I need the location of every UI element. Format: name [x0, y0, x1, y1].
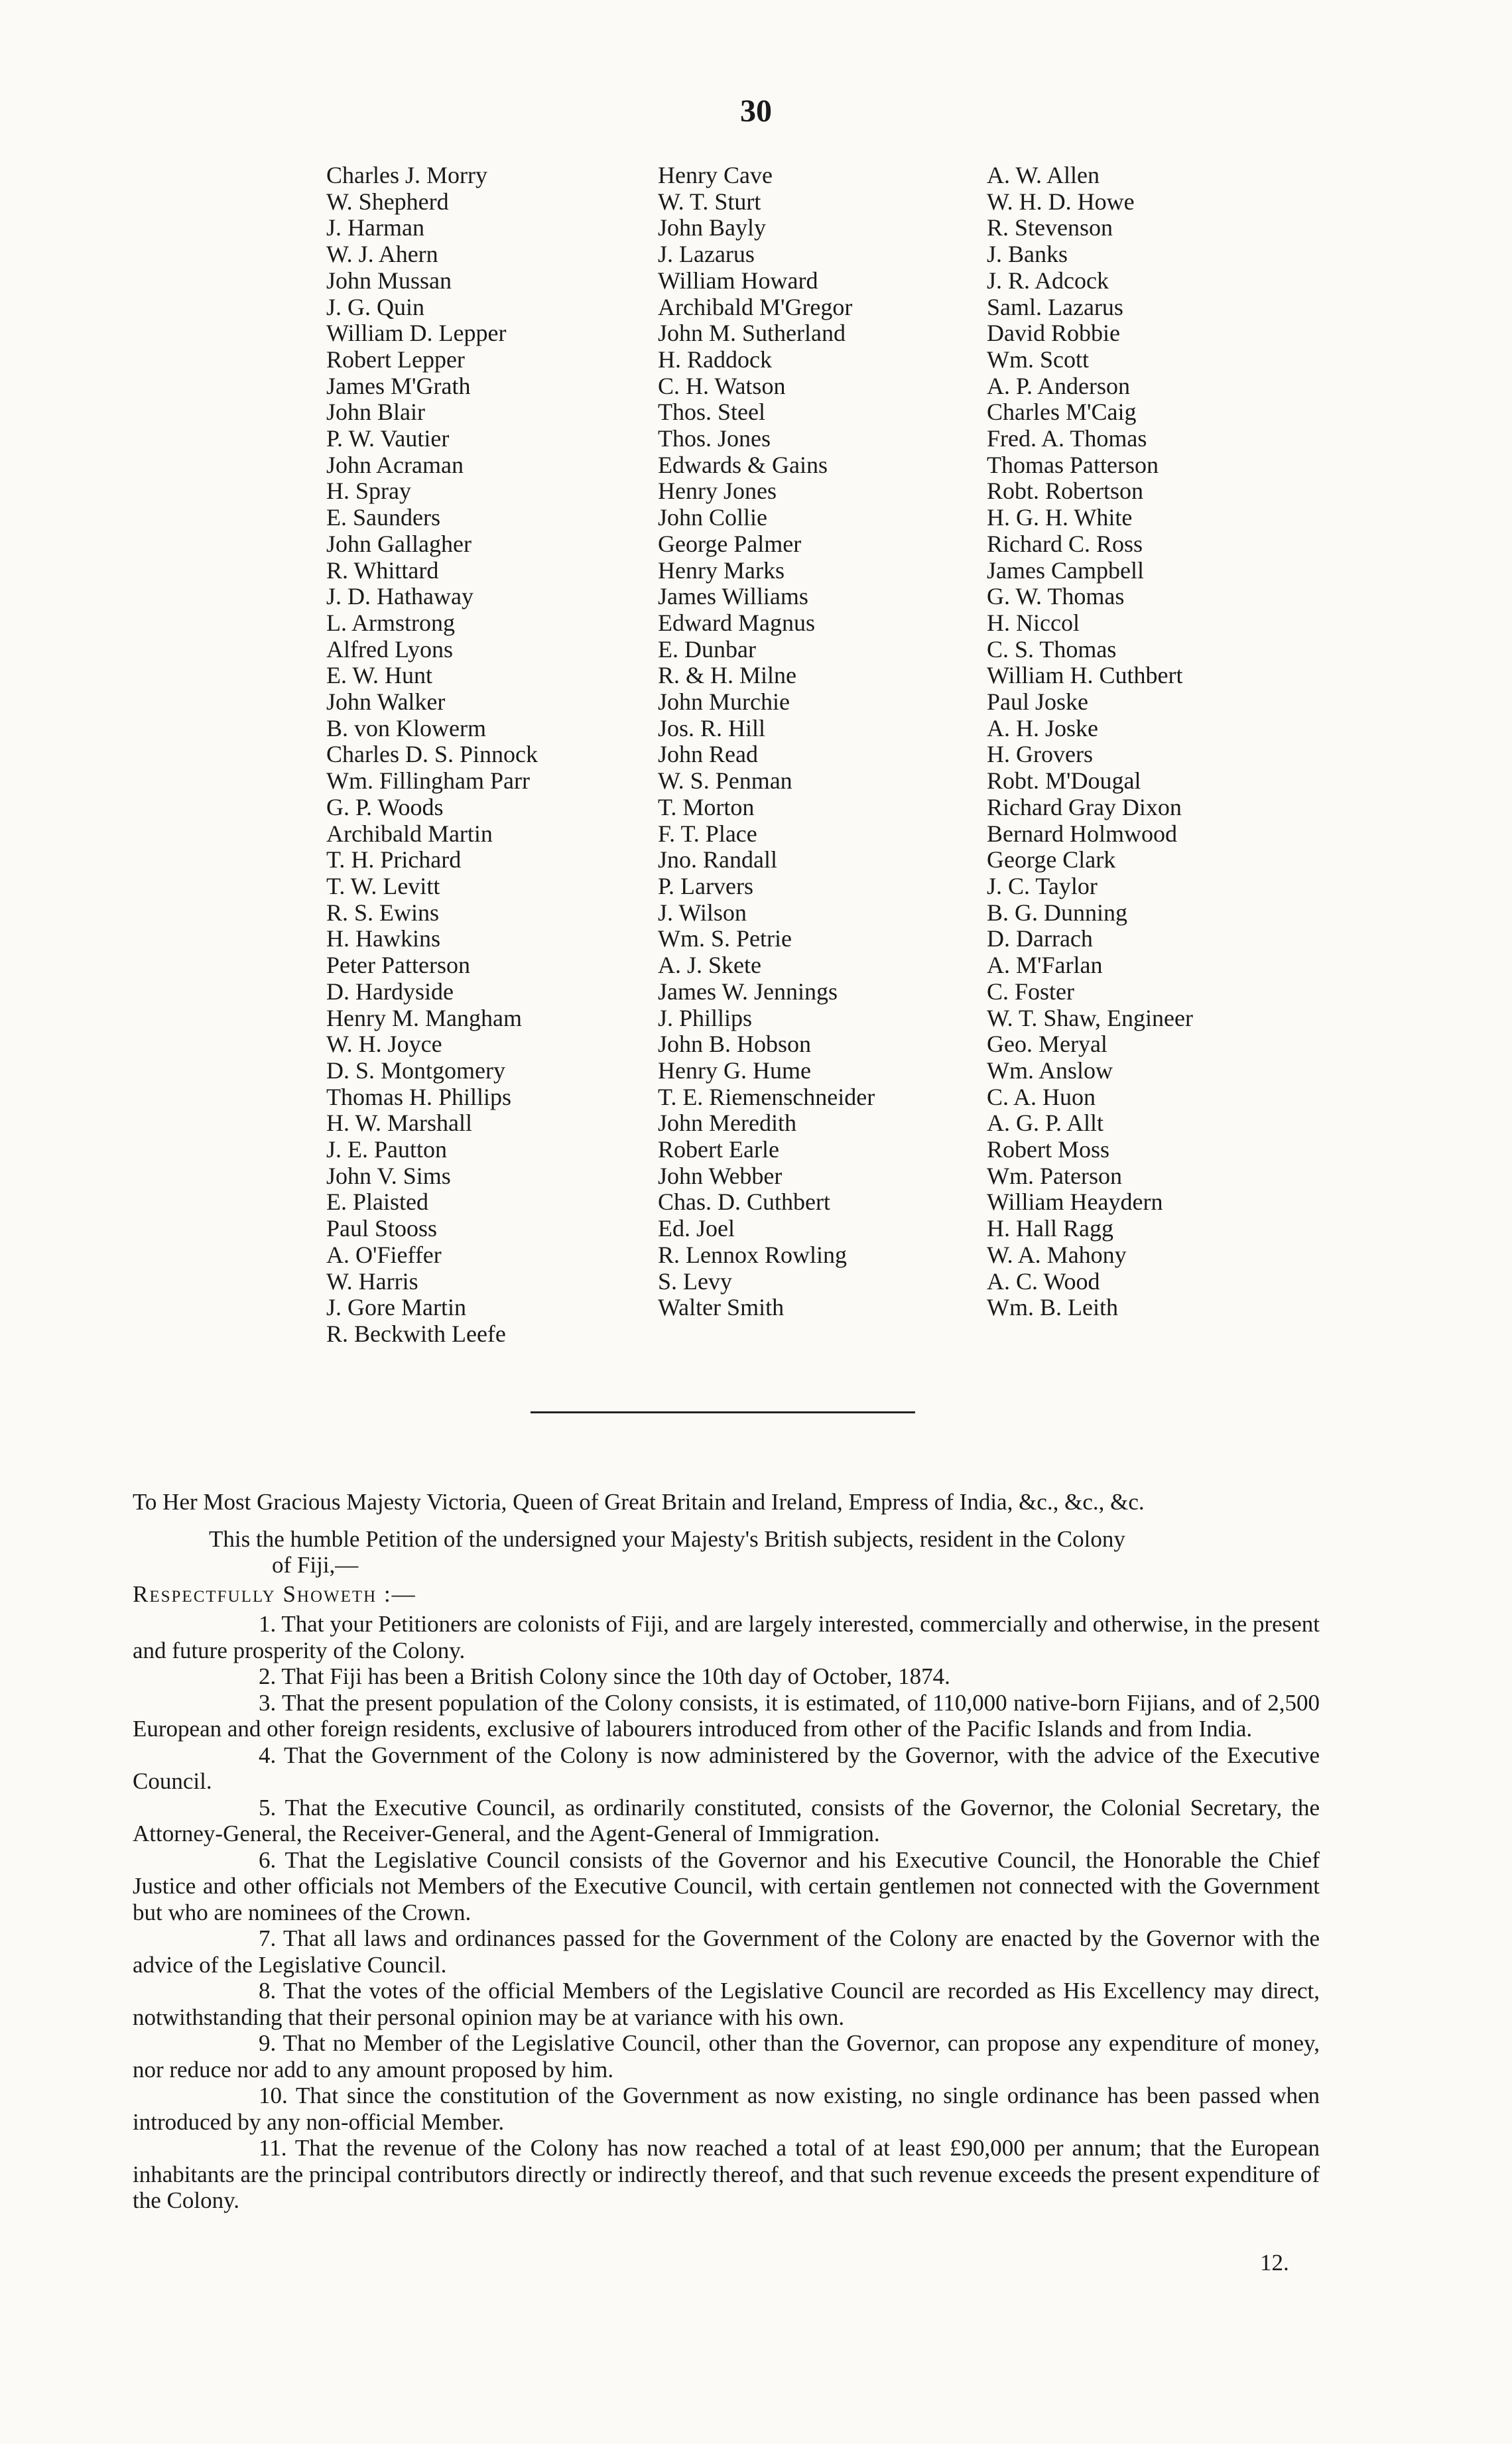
signatory-name: R. & H. Milne — [658, 662, 797, 689]
signatory-name: John M. Sutherland — [658, 320, 846, 347]
signatory-name: Richard C. Ross — [987, 530, 1143, 557]
petition-paragraph: 11. That the revenue of the Colony has now reached a total of at least £90,000 per annum; that the European inhabitants are the principal contributors directly or indirectly thereof, and that such revenue exceeds the present expenditure of the Colony. — [133, 2135, 1320, 2213]
signatory-name: Robert Earle — [658, 1136, 779, 1163]
signatory-name: John Read — [658, 741, 758, 768]
signature-column-3 — [987, 162, 1193, 1321]
signatory-name: Thos. Steel — [658, 399, 765, 426]
signatory-name: A. C. Wood — [987, 1267, 1100, 1295]
signatory-name: H. Hall Ragg — [987, 1215, 1113, 1242]
page-number: 30 — [740, 94, 772, 129]
signatory-name: Ed. Joel — [658, 1215, 735, 1242]
signatory-name: E. Plaisted — [326, 1189, 428, 1216]
signatory-name: W. S. Penman — [658, 767, 792, 795]
signatory-name: J. Lazarus — [658, 241, 755, 268]
signatory-name: D. S. Montgomery — [326, 1057, 505, 1084]
petition-text — [133, 1489, 1320, 2214]
signatory-name: E. Dunbar — [658, 635, 756, 663]
signatory-name: W. H. Joyce — [326, 1031, 442, 1058]
signatory-name: J. R. Adcock — [987, 267, 1109, 294]
signatory-name: J. C. Taylor — [987, 872, 1098, 899]
signatory-name: William Howard — [658, 267, 818, 294]
signatory-name: A. H. Joske — [987, 714, 1098, 741]
signatory-name: Charles M'Caig — [987, 399, 1137, 426]
signatory-name: T. Morton — [658, 793, 755, 820]
signatory-name: John B. Hobson — [658, 1031, 812, 1058]
signatory-name: J. Phillips — [658, 1004, 753, 1031]
signatory-name: E. W. Hunt — [326, 662, 433, 689]
signatory-name: A. J. Skete — [658, 952, 761, 979]
signatory-name: W. Shepherd — [326, 188, 449, 215]
signatory-name: Charles D. S. Pinnock — [326, 741, 538, 768]
signatory-name: A. G. P. Allt — [987, 1110, 1104, 1137]
signatory-name: Edwards & Gains — [658, 451, 828, 478]
signatory-name: James M'Grath — [326, 372, 471, 399]
signatory-name: J. G. Quin — [326, 293, 425, 320]
signatory-name: David Robbie — [987, 320, 1120, 347]
signatory-name: Wm. Anslow — [987, 1057, 1113, 1084]
petition-intro — [133, 1526, 1320, 1578]
signatory-name: A. P. Anderson — [987, 372, 1131, 399]
petition-paragraph: 7. That all laws and ordinances passed for the Government of the Colony are enacted by the Governor with the advice of the Legislative Council. — [133, 1925, 1320, 1978]
signatory-name: T. E. Riemenschneider — [658, 1083, 875, 1110]
signatory-name: W. T. Shaw, Engineer — [987, 1004, 1193, 1031]
petition-paragraph: 3. That the present population of the Colony consists, it is estimated, of 110,000 native-born Fijians, and of 2,500 European and other foreign residents, exclusive of labourers introduced from other of the Pacific Islands and from India. — [133, 1689, 1320, 1742]
signatory-name: Jos. R. Hill — [658, 714, 766, 741]
signatory-name: John Gallagher — [326, 530, 472, 557]
signatory-name: J. D. Hathaway — [326, 583, 473, 610]
signatory-name: Henry Marks — [658, 556, 785, 584]
signature-column-2 — [658, 162, 875, 1321]
signatory-name: Thomas H. Phillips — [326, 1083, 512, 1110]
signatory-name: R. Whittard — [326, 556, 439, 584]
signatory-name: A. O'Fieffer — [326, 1241, 442, 1268]
signatory-name: J. Harman — [326, 214, 424, 241]
signatory-name: John Blair — [326, 399, 425, 426]
signatory-name: A. M'Farlan — [987, 952, 1103, 979]
signatory-name: William Heaydern — [987, 1189, 1163, 1216]
signatory-name: Henry Jones — [658, 478, 777, 505]
petition-paragraph: 1. That your Petitioners are colonists of Fiji, and are largely interested, commercially and otherwise, in the present and future prosperity of the Colony. — [133, 1611, 1320, 1663]
signatory-name: Walter Smith — [658, 1294, 785, 1321]
petition-intro-line-2: of Fiji,— — [272, 1552, 359, 1578]
petition-showeth: Respectfully Showeth :— — [133, 1580, 416, 1607]
signatory-name: W. Harris — [326, 1267, 418, 1295]
signatory-name: Alfred Lyons — [326, 635, 453, 663]
signatory-name: James Campbell — [987, 556, 1144, 584]
petition-paragraphs — [133, 1611, 1320, 2214]
signatory-name: W. T. Sturt — [658, 188, 761, 215]
signatory-name: James Williams — [658, 583, 808, 610]
signatory-name: Paul Joske — [987, 688, 1088, 716]
signatory-name: W. H. D. Howe — [987, 188, 1135, 215]
signatory-name: Jno. Randall — [658, 846, 777, 873]
signatory-name: Wm. Scott — [987, 346, 1089, 373]
signatory-name: John V. Sims — [326, 1162, 451, 1189]
signatory-name: George Palmer — [658, 530, 802, 557]
signatory-name: Charles J. Morry — [326, 162, 487, 188]
signatory-name: John Acraman — [326, 451, 464, 478]
signatory-name: R. S. Ewins — [326, 899, 440, 926]
signatory-name: H. Grovers — [987, 741, 1093, 768]
signatory-name: H. G. H. White — [987, 504, 1133, 531]
signatory-name: H. Hawkins — [326, 925, 440, 952]
signatory-name: D. Darrach — [987, 925, 1093, 952]
signatory-name: J. Gore Martin — [326, 1294, 466, 1321]
signatory-name: W. J. Ahern — [326, 241, 438, 268]
signatory-name: J. Banks — [987, 241, 1068, 268]
signatory-name: Fred. A. Thomas — [987, 425, 1147, 452]
signatory-name: Peter Patterson — [326, 952, 470, 979]
signatory-name: Robert Moss — [987, 1136, 1110, 1163]
signatory-name: Archibald M'Gregor — [658, 293, 853, 320]
signatory-name: James W. Jennings — [658, 978, 838, 1005]
signatory-name: T. H. Prichard — [326, 846, 462, 873]
signatory-name: John Collie — [658, 504, 768, 531]
signatory-name: W. A. Mahony — [987, 1241, 1127, 1268]
signatory-name: John Mussan — [326, 267, 452, 294]
petition-paragraph: 5. That the Executive Council, as ordinarily constituted, consists of the Governor, the Colonial Secretary, the Attorney-General, the Receiver-General, and the Agent-General of Immigration. — [133, 1794, 1320, 1846]
signatory-name: G. W. Thomas — [987, 583, 1125, 610]
petition-paragraph: 9. That no Member of the Legislative Council, other than the Governor, can propose any expenditure of money, nor reduce nor add to any amount proposed by him. — [133, 2030, 1320, 2083]
signatory-name: Paul Stooss — [326, 1215, 438, 1242]
signatory-name: E. Saunders — [326, 504, 440, 531]
signatory-name: John Walker — [326, 688, 446, 716]
signatory-name: B. G. Dunning — [987, 899, 1128, 926]
signatory-name: G. P. Woods — [326, 793, 444, 820]
signatory-name: S. Levy — [658, 1267, 732, 1295]
petition-paragraph: 6. That the Legislative Council consists of the Governor and his Executive Council, the Honorable the Chief Justice and other officials not Members of the Executive Council, with certain gentlemen not connected with the Government but who are nominees of the Crown. — [133, 1846, 1320, 1925]
signatory-name: Henry Cave — [658, 162, 773, 188]
signatory-name: D. Hardyside — [326, 978, 454, 1005]
signatory-name: H. Raddock — [658, 346, 772, 373]
signatory-name: C. A. Huon — [987, 1083, 1096, 1110]
signatory-name: John Bayly — [658, 214, 767, 241]
signatory-name: Bernard Holmwood — [987, 820, 1177, 847]
signatory-name: T. W. Levitt — [326, 872, 440, 899]
signatory-name: Thos. Jones — [658, 425, 771, 452]
signatory-name: Henry M. Mangham — [326, 1004, 522, 1031]
signatory-name: John Webber — [658, 1162, 783, 1189]
petition-paragraph: 4. That the Government of the Colony is now administered by the Governor, with the advice of the Executive Council. — [133, 1742, 1320, 1794]
signatory-name: Robt. M'Dougal — [987, 767, 1141, 795]
signatory-name: Henry G. Hume — [658, 1057, 811, 1084]
signatory-name: J. E. Pautton — [326, 1136, 448, 1163]
signatory-name: John Meredith — [658, 1110, 796, 1137]
catchword: 12. — [1260, 2250, 1289, 2276]
petition-paragraph: 10. That since the constitution of the Government as now existing, no single ordinance has been passed when introduced by any non-official Member. — [133, 2083, 1320, 2135]
signatory-name: C. Foster — [987, 978, 1075, 1005]
signatory-name: H. W. Marshall — [326, 1110, 472, 1137]
petition-paragraph: 8. That the votes of the official Members of the Legislative Council are recorded as His Excellency may direct, notwithstanding that their personal opinion may be at variance with his own. — [133, 1978, 1320, 2030]
signatory-name: P. W. Vautier — [326, 425, 450, 452]
petition-intro-line-1: This the humble Petition of the undersigned your Majesty's British subjects, resident in the Colony — [209, 1525, 1125, 1552]
signatory-name: Chas. D. Cuthbert — [658, 1189, 830, 1216]
signatory-name: Richard Gray Dixon — [987, 793, 1182, 820]
signatory-name: Wm. Fillingham Parr — [326, 767, 530, 795]
petition-address: To Her Most Gracious Majesty Victoria, Queen of Great Britain and Ireland, Empress of India, &c., &c., &c. — [133, 1489, 1145, 1515]
signatory-name: C. H. Watson — [658, 372, 786, 399]
signatory-name: William H. Cuthbert — [987, 662, 1183, 689]
signatory-name: C. S. Thomas — [987, 635, 1117, 663]
signatory-name: L. Armstrong — [326, 609, 455, 636]
petition-paragraph: 2. That Fiji has been a British Colony since the 10th day of October, 1874. — [259, 1663, 950, 1689]
signature-column-1 — [326, 162, 538, 1348]
signatory-name: P. Larvers — [658, 872, 753, 899]
section-divider — [531, 1411, 915, 1413]
signatory-name: Wm. B. Leith — [987, 1294, 1118, 1321]
signatory-name: H. Spray — [326, 478, 411, 505]
signatory-name: Geo. Meryal — [987, 1031, 1107, 1058]
signatory-name: Saml. Lazarus — [987, 293, 1123, 320]
signatory-name: R. Beckwith Leefe — [326, 1320, 506, 1347]
signatory-name: William D. Lepper — [326, 320, 507, 347]
signatory-name: Edward Magnus — [658, 609, 815, 636]
signatory-name: George Clark — [987, 846, 1116, 873]
signatory-name: J. Wilson — [658, 899, 747, 926]
signatory-name: R. Lennox Rowling — [658, 1241, 847, 1268]
signatory-name: Wm. Paterson — [987, 1162, 1122, 1189]
signatory-name: R. Stevenson — [987, 214, 1113, 241]
signatory-name: H. Niccol — [987, 609, 1080, 636]
signatory-name: A. W. Allen — [987, 162, 1100, 188]
signatory-name: Wm. S. Petrie — [658, 925, 792, 952]
signatory-name: Thomas Patterson — [987, 451, 1159, 478]
signatory-name: F. T. Place — [658, 820, 757, 847]
signatory-name: B. von Klowerm — [326, 714, 486, 741]
signatory-name: Robert Lepper — [326, 346, 465, 373]
signatory-name: John Murchie — [658, 688, 790, 716]
signatory-name: Robt. Robertson — [987, 478, 1144, 505]
signatory-name: Archibald Martin — [326, 820, 493, 847]
